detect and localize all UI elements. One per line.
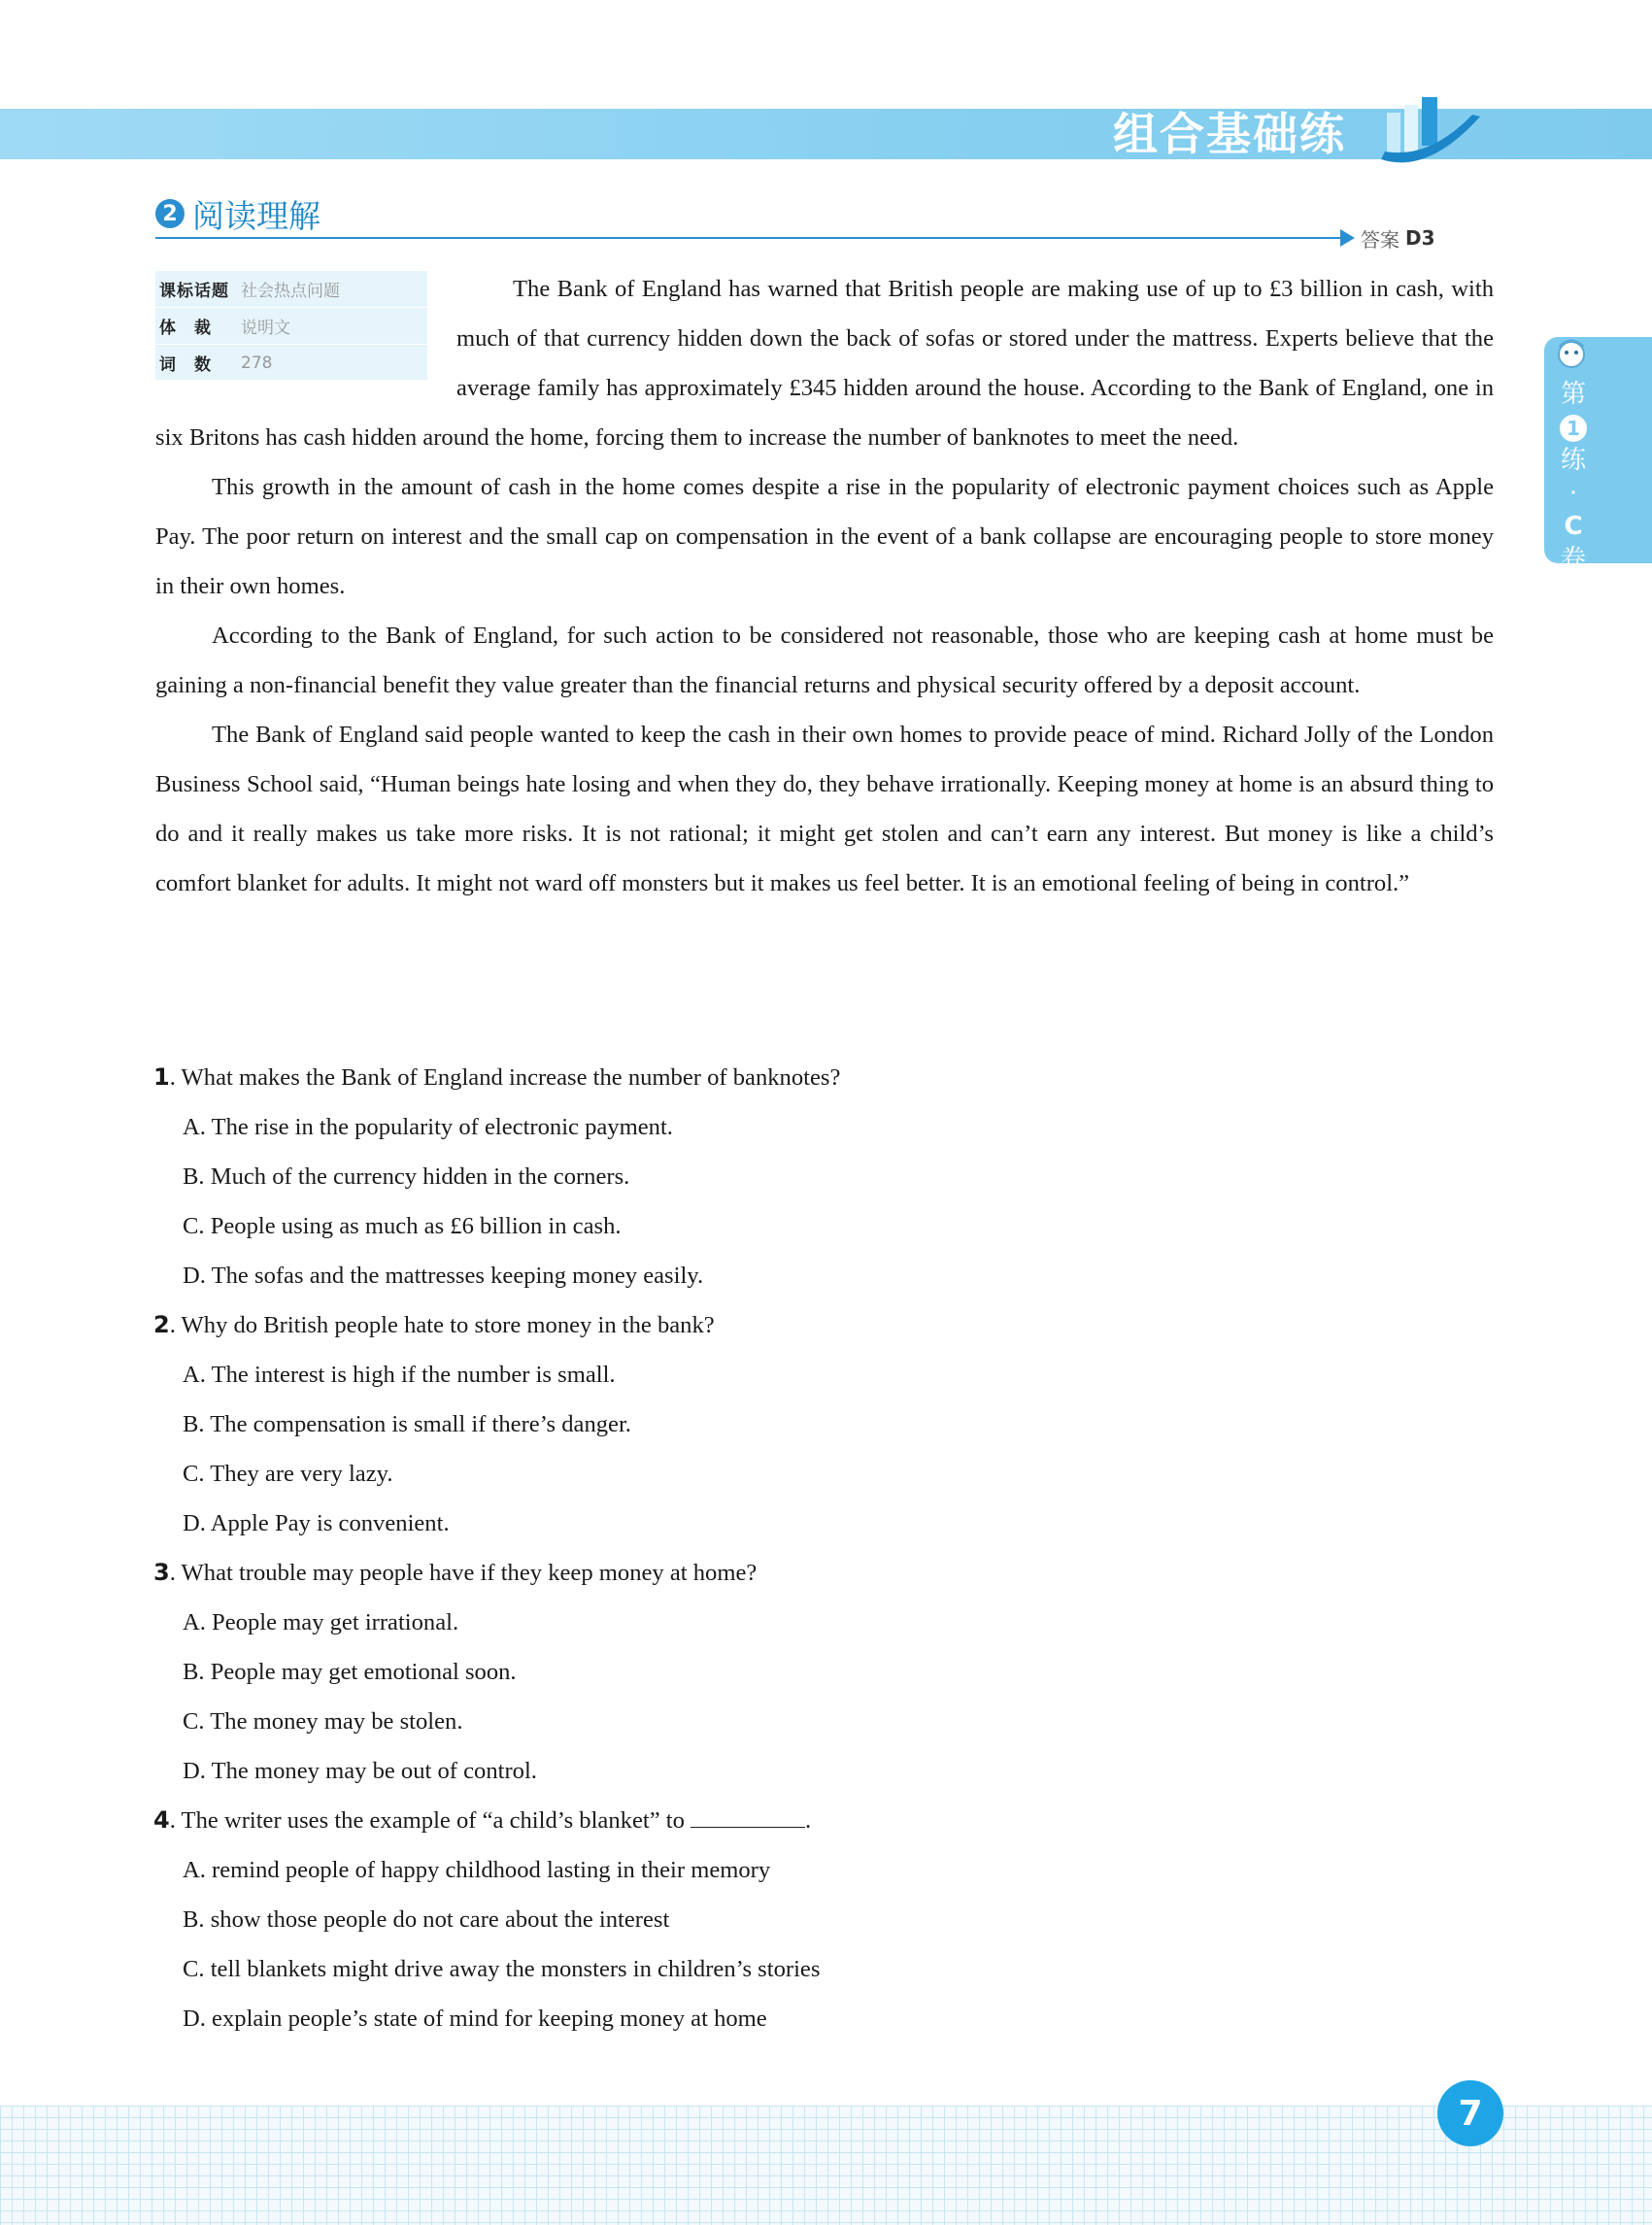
answer-option[interactable]: C. They are very lazy. xyxy=(183,1461,393,1487)
answer-label: 答案 xyxy=(1361,227,1399,252)
side-tab-number: 1 xyxy=(1560,415,1587,442)
question-number: 1 xyxy=(153,1063,170,1091)
info-key: 课标话题 xyxy=(159,282,229,301)
answer-option[interactable]: C. tell blankets might drive away the monsters in children’s stories xyxy=(183,1956,821,1982)
passage-paragraph: This growth in the amount of cash in the home comes despite a rise in the popularity of electronic payment choices such as Apple Pay. The poor return on interest and the small cap on compensation in the event of a bank collapse are encouraging people to store money in their own homes. xyxy=(155,474,1494,599)
answer-option[interactable]: B. show those people do not care about the interest xyxy=(183,1906,670,1933)
side-tab-dot: · xyxy=(1568,479,1578,508)
info-box-spacer xyxy=(155,264,456,413)
question-text: . The writer uses the example of “a child’s blanket” to xyxy=(169,1807,691,1834)
play-arrow-icon xyxy=(1340,229,1355,247)
question-text: . What makes the Bank of England increase the number of banknotes? xyxy=(169,1064,841,1091)
passage-paragraph: The Bank of England said people wanted to keep the cash in their own homes to provide peace of mind. Richard Jolly of the London Business School said, “Human beings hate losing and when they do, they behave irrationally. Keeping money at home is an absurd thing to do and it really makes us take more risks. It is not rational; it might get stolen and can’t earn any interest. But money is like a child’s comfort blanket for adults. It might not ward off monsters but it makes us feel better. It is an emotional feeling of being in control.” xyxy=(155,722,1494,896)
question-2 xyxy=(153,1300,1494,1548)
answer-option[interactable]: A. remind people of happy childhood lasting in their memory xyxy=(183,1857,771,1883)
answer-option[interactable]: B. People may get emotional soon. xyxy=(183,1659,517,1685)
question-text: . Why do British people hate to store money in the bank? xyxy=(169,1312,715,1338)
question-3 xyxy=(153,1548,1494,1796)
question-4 xyxy=(153,1796,1494,2043)
section-heading xyxy=(155,190,320,237)
answer-option[interactable]: A. The interest is high if the number is small. xyxy=(183,1362,616,1388)
section-divider xyxy=(155,237,1342,239)
question-stem xyxy=(153,1300,1494,1350)
page-number-badge: 7 xyxy=(1437,2080,1503,2146)
question-stem xyxy=(153,1548,1494,1598)
info-key: 词 数 xyxy=(159,355,212,375)
reading-passage xyxy=(155,264,1494,908)
answer-code: D3 xyxy=(1405,226,1435,250)
fill-in-blank[interactable] xyxy=(691,1805,805,1828)
answer-option[interactable]: B. The compensation is small if there’s danger. xyxy=(183,1411,631,1437)
info-value: 说明文 xyxy=(241,319,290,338)
question-stem xyxy=(153,1053,1494,1102)
info-value: 社会热点问题 xyxy=(241,282,340,301)
answer-option[interactable]: D. Apple Pay is convenient. xyxy=(183,1510,450,1536)
question-list xyxy=(153,1053,1494,2043)
mascot-icon xyxy=(1552,333,1591,372)
answer-tag xyxy=(1340,222,1435,253)
answer-option[interactable]: C. People using as much as £6 billion in cash. xyxy=(183,1213,622,1239)
side-tab-line: 卷 xyxy=(1560,545,1586,574)
side-tab-line: 练 xyxy=(1560,446,1586,475)
answer-option[interactable]: B. Much of the currency hidden in the corners. xyxy=(183,1163,630,1190)
question-number: 4 xyxy=(153,1806,170,1834)
answer-option[interactable]: D. explain people’s state of mind for keeping money at home xyxy=(183,2006,767,2032)
question-number: 3 xyxy=(153,1559,170,1586)
question-1 xyxy=(153,1053,1494,1300)
answer-option[interactable]: D. The sofas and the mattresses keeping money easily. xyxy=(183,1263,704,1289)
side-tab-line: C xyxy=(1564,512,1583,541)
book-logo-icon xyxy=(1379,95,1486,175)
passage-paragraph: The Bank of England has warned that British people are making use of up to £3 billion in cash, with much of that currency hidden down the back of sofas or stored under the mattress. Experts believe that the average family has approximately £345 hidden around the house. According to the Bank of England, one in six Britons has cash hidden around the home, forcing them to increase the number of banknotes to meet the need. xyxy=(155,276,1494,451)
question-text: . What trouble may people have if they keep money at home? xyxy=(169,1560,758,1586)
side-tab-line: 第 xyxy=(1560,380,1586,409)
answer-option[interactable]: C. The money may be stolen. xyxy=(183,1708,463,1735)
footer-grid xyxy=(0,2106,1652,2225)
side-tab-text xyxy=(1544,378,1602,576)
header-title: 组合基础练 xyxy=(1113,108,1346,160)
answer-option[interactable]: A. The rise in the popularity of electronic payment. xyxy=(183,1114,673,1140)
section-number-badge: 2 xyxy=(155,199,185,228)
section-title: 阅读理解 xyxy=(192,196,320,235)
side-tab-circle-line xyxy=(1544,411,1602,444)
answer-option[interactable]: A. People may get irrational. xyxy=(183,1609,459,1635)
answer-option[interactable]: D. The money may be out of control. xyxy=(183,1758,537,1784)
side-chapter-tab xyxy=(1544,337,1652,574)
passage-paragraph: According to the Bank of England, for such action to be considered not reasonable, those who are keeping cash at home must be gaining a non-financial benefit they value greater than the financial returns and physical security offered by a deposit account. xyxy=(155,623,1494,698)
question-text-end: . xyxy=(805,1807,812,1834)
question-number: 2 xyxy=(153,1311,170,1338)
info-value: 278 xyxy=(241,353,273,373)
question-stem xyxy=(153,1796,1494,1845)
info-key: 体 裁 xyxy=(159,319,212,338)
